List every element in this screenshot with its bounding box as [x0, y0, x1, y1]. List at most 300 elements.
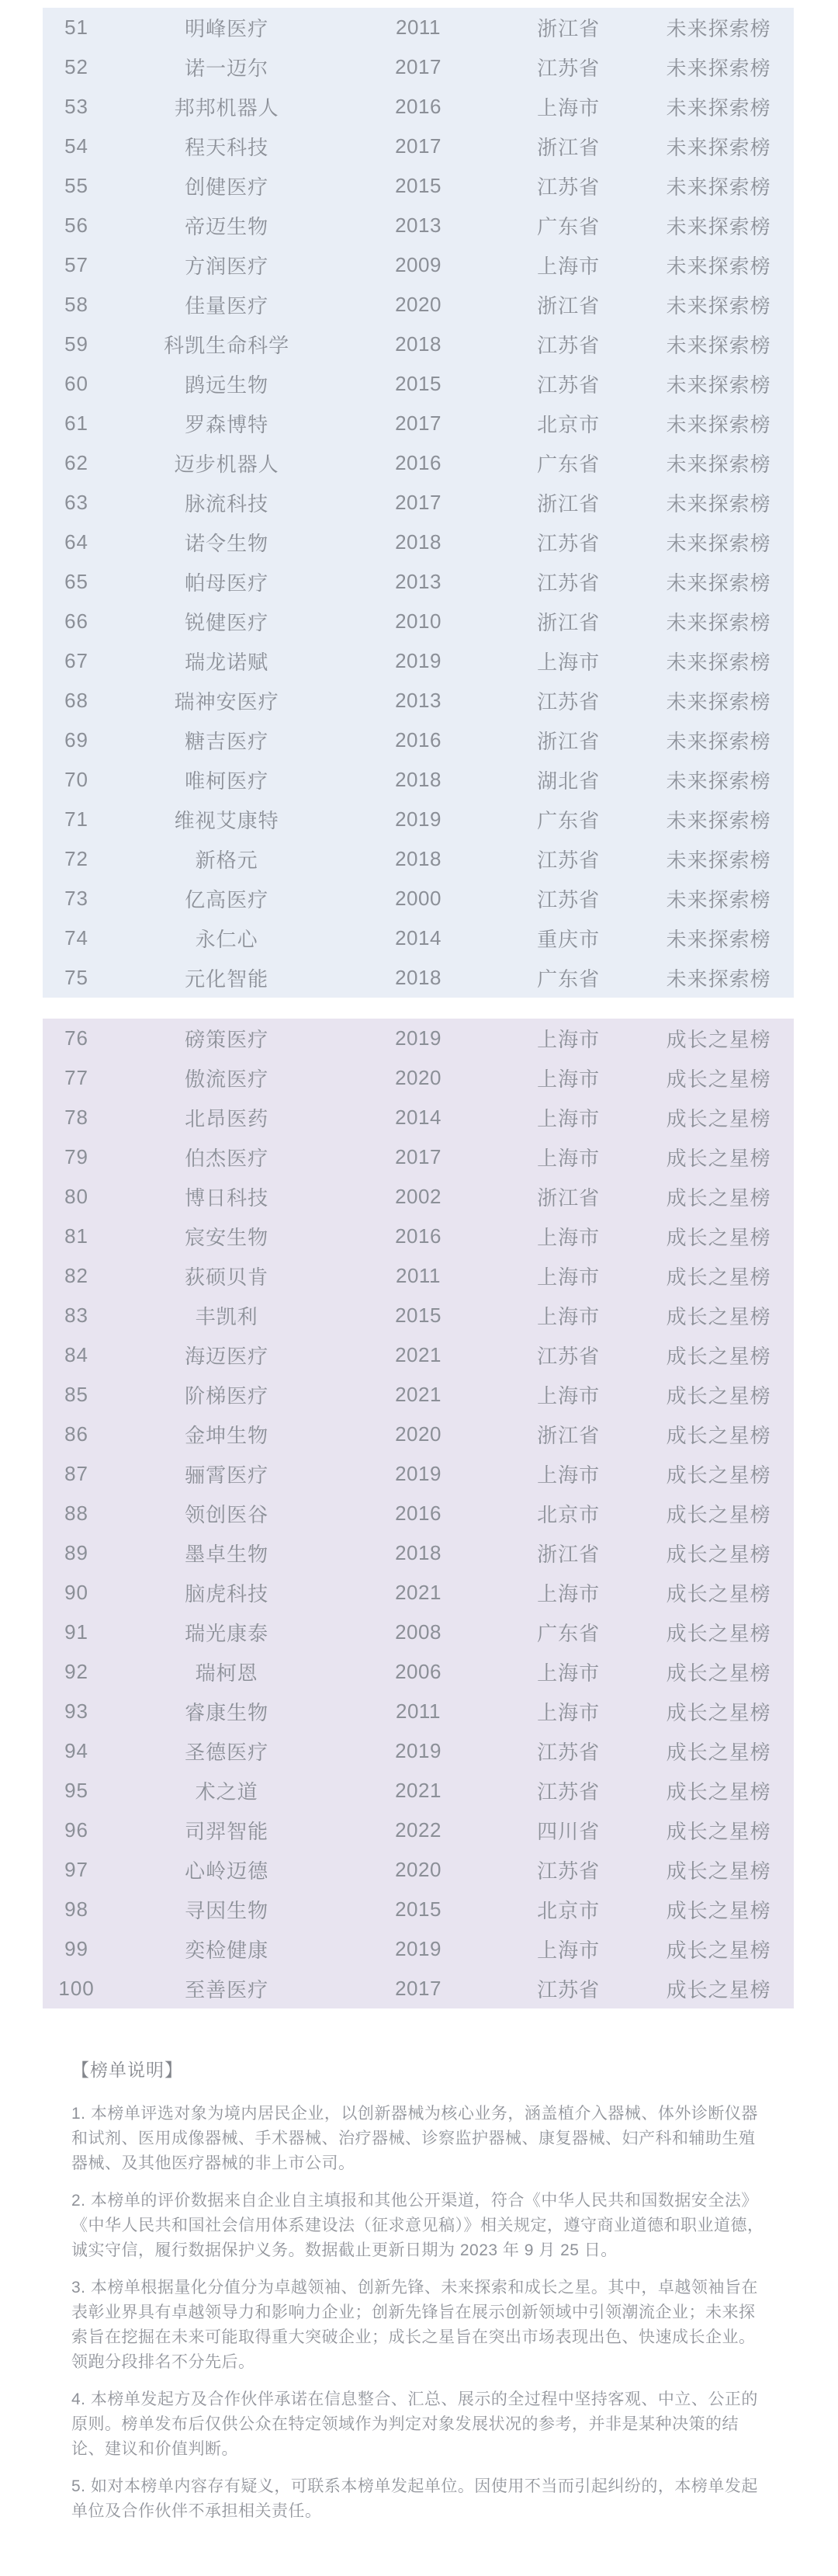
cell-province: 上海市	[537, 1068, 601, 1091]
cell-rank: 70	[64, 768, 89, 791]
cell-list: 未来探索榜	[666, 967, 771, 991]
cell-province: 上海市	[537, 1701, 601, 1724]
table-row	[43, 839, 794, 879]
cell-list: 未来探索榜	[666, 730, 771, 753]
cell-province: 广东省	[537, 1622, 601, 1645]
cell-list: 成长之星榜	[666, 1780, 771, 1804]
note-paragraph: 4. 本榜单发起方及合作伙伴承诺在信息整合、汇总、展示的全过程中坚持客观、中立、公正的原则。榜单发布后仅供公众在特定领域作为判定对象发展状况的参考，并非是某种决策的结论、建议和价值判断。	[71, 2390, 758, 2458]
cell-province: 上海市	[537, 1661, 601, 1685]
cell-rank: 73	[64, 887, 89, 910]
table-row	[43, 1652, 794, 1692]
cell-year: 2018	[395, 768, 442, 791]
cell-name: 脑虎科技	[185, 1582, 269, 1606]
table-row	[43, 87, 794, 127]
table-row	[43, 404, 794, 443]
cell-list: 未来探索榜	[666, 849, 771, 872]
cell-year: 2017	[395, 411, 442, 435]
table-row	[43, 364, 794, 404]
cell-province: 上海市	[537, 1582, 601, 1606]
cell-list: 未来探索榜	[666, 690, 771, 713]
cell-rank: 63	[64, 491, 89, 514]
cell-list: 成长之星榜	[666, 1107, 771, 1130]
cell-rank: 88	[64, 1502, 89, 1525]
cell-year: 2010	[395, 609, 442, 633]
cell-rank: 77	[64, 1066, 89, 1089]
cell-year: 2020	[395, 1422, 442, 1446]
cell-province: 上海市	[537, 1226, 601, 1249]
cell-rank: 79	[64, 1145, 89, 1168]
cell-name: 术之道	[195, 1780, 258, 1804]
cell-list: 成长之星榜	[666, 1345, 771, 1368]
cell-rank: 62	[64, 451, 89, 474]
cell-name: 领创医谷	[185, 1503, 269, 1526]
table-row	[43, 800, 794, 839]
table-row	[43, 1850, 794, 1890]
table-row	[43, 602, 794, 641]
cell-name: 方润医疗	[185, 255, 269, 278]
cell-list: 成长之星榜	[666, 1543, 771, 1566]
cell-year: 2018	[395, 847, 442, 870]
cell-rank: 90	[64, 1581, 89, 1604]
cell-year: 2019	[395, 649, 442, 672]
cell-province: 江苏省	[537, 690, 601, 713]
cell-name: 鹍远生物	[185, 373, 269, 397]
cell-name: 罗森博特	[185, 413, 269, 436]
table-row	[43, 1494, 794, 1533]
cell-list: 未来探索榜	[666, 413, 771, 436]
cell-list: 成长之星榜	[666, 1701, 771, 1724]
cell-name: 奕检健康	[185, 1939, 269, 1962]
cell-province: 广东省	[537, 809, 601, 832]
cell-year: 2011	[396, 16, 441, 39]
note-paragraph: 3. 本榜单根据量化分值分为卓越领袖、创新先锋、未来探索和成长之星。其中，卓越领袖旨在表彰业界具有卓越领导力和影响力企业；创新先锋旨在展示创新领域中引领潮流企业；未来探索旨在挖掘在未来可能取得重大突破企业；成长之星旨在突出市场表现出色、快速成长企业。领跑分段排名不分先后。	[71, 2279, 758, 2371]
cell-province: 江苏省	[537, 57, 601, 80]
cell-year: 2014	[395, 1106, 442, 1129]
cell-list: 未来探索榜	[666, 57, 771, 80]
cell-province: 浙江省	[537, 1424, 601, 1447]
cell-rank: 94	[64, 1739, 89, 1762]
cell-list: 成长之星榜	[666, 1463, 771, 1487]
table-row	[43, 641, 794, 681]
cell-name: 傲流医疗	[185, 1068, 269, 1091]
cell-rank: 56	[64, 214, 89, 237]
table-row	[43, 47, 794, 87]
table-row	[43, 681, 794, 720]
cell-list: 未来探索榜	[666, 928, 771, 951]
cell-rank: 92	[64, 1660, 89, 1683]
cell-list: 未来探索榜	[666, 373, 771, 397]
cell-name: 帕母医疗	[185, 571, 269, 595]
cell-rank: 68	[64, 689, 89, 712]
cell-rank: 100	[58, 1977, 95, 2000]
cell-year: 2002	[395, 1185, 442, 1208]
cell-year: 2013	[395, 689, 442, 712]
cell-year: 2018	[395, 332, 442, 356]
cell-name: 心岭迈德	[185, 1859, 269, 1883]
cell-list: 成长之星榜	[666, 1741, 771, 1764]
notes-section	[71, 2056, 770, 2536]
cell-list: 未来探索榜	[666, 769, 771, 793]
cell-name: 糖吉医疗	[185, 730, 269, 753]
cell-name: 程天科技	[185, 136, 269, 159]
cell-province: 江苏省	[537, 1978, 601, 2001]
cell-name: 宸安生物	[185, 1226, 269, 1249]
cell-year: 2019	[395, 807, 442, 831]
table-row	[43, 1177, 794, 1217]
cell-name: 明峰医疗	[185, 17, 269, 40]
cell-name: 帝迈生物	[185, 215, 269, 238]
cell-list: 未来探索榜	[666, 611, 771, 634]
cell-province: 上海市	[537, 1028, 601, 1051]
cell-rank: 75	[64, 966, 89, 989]
cell-name: 锐健医疗	[185, 611, 269, 634]
cell-year: 2015	[395, 1304, 442, 1327]
cell-province: 上海市	[537, 255, 601, 278]
cell-list: 成长之星榜	[666, 1186, 771, 1210]
cell-name: 元化智能	[185, 967, 269, 991]
table-row	[43, 443, 794, 483]
cell-rank: 91	[64, 1620, 89, 1644]
cell-province: 上海市	[537, 1463, 601, 1487]
cell-list: 未来探索榜	[666, 888, 771, 911]
table-row	[43, 1731, 794, 1771]
cell-list: 成长之星榜	[666, 1384, 771, 1408]
table-row	[43, 325, 794, 364]
cell-rank: 84	[64, 1343, 89, 1366]
table-row	[43, 1533, 794, 1573]
cell-year: 2014	[395, 926, 442, 950]
cell-list: 未来探索榜	[666, 532, 771, 555]
cell-name: 亿高医疗	[185, 888, 269, 911]
cell-name: 维视艾康特	[174, 809, 279, 832]
cell-rank: 86	[64, 1422, 89, 1446]
cell-list: 未来探索榜	[666, 492, 771, 516]
cell-list: 成长之星榜	[666, 1899, 771, 1922]
cell-rank: 52	[64, 55, 89, 78]
cell-rank: 69	[64, 728, 89, 752]
cell-rank: 57	[64, 253, 89, 276]
growth-star-section	[43, 1019, 794, 2008]
cell-province: 浙江省	[537, 17, 601, 40]
cell-list: 成长之星榜	[666, 1820, 771, 1843]
cell-year: 2009	[395, 253, 442, 276]
cell-rank: 65	[64, 570, 89, 593]
cell-name: 寻因生物	[185, 1899, 269, 1922]
cell-rank: 81	[64, 1224, 89, 1248]
cell-year: 2008	[395, 1620, 442, 1644]
cell-province: 江苏省	[537, 1780, 601, 1804]
cell-year: 2022	[395, 1818, 442, 1842]
cell-rank: 61	[64, 411, 89, 435]
cell-province: 江苏省	[537, 1345, 601, 1368]
table-row	[43, 1058, 794, 1098]
cell-list: 成长之星榜	[666, 1147, 771, 1170]
table-row	[43, 1098, 794, 1137]
cell-year: 2017	[395, 55, 442, 78]
cell-name: 佳量医疗	[185, 294, 269, 318]
cell-list: 成长之星榜	[666, 1859, 771, 1883]
cell-province: 上海市	[537, 1384, 601, 1408]
cell-rank: 60	[64, 372, 89, 395]
cell-rank: 85	[64, 1383, 89, 1406]
cell-rank: 80	[64, 1185, 89, 1208]
cell-rank: 58	[64, 293, 89, 316]
cell-year: 2016	[395, 95, 442, 118]
cell-year: 2018	[395, 1541, 442, 1564]
table-row	[43, 1217, 794, 1256]
cell-province: 江苏省	[537, 1741, 601, 1764]
cell-list: 未来探索榜	[666, 136, 771, 159]
cell-year: 2021	[395, 1581, 442, 1604]
cell-province: 湖北省	[537, 769, 601, 793]
cell-rank: 54	[64, 134, 89, 158]
table-row	[43, 1692, 794, 1731]
table-row	[43, 1019, 794, 1058]
cell-name: 诺令生物	[185, 532, 269, 555]
table-row	[43, 206, 794, 245]
cell-province: 重庆市	[537, 928, 601, 951]
table-row	[43, 918, 794, 958]
cell-year: 2016	[395, 451, 442, 474]
note-paragraph: 2. 本榜单的评价数据来自企业自主填报和其他公开渠道，符合《中华人民共和国数据安全法》《中华人民共和国社会信用体系建设法（征求意见稿）》相关规定，遵守商业道德和职业道德，诚实守信，履行数据保护义务。数据截止更新日期为 2023 年 9 月 25 日。	[71, 2192, 764, 2259]
notes-title: 【榜单说明】	[71, 2060, 183, 2080]
cell-province: 广东省	[537, 967, 601, 991]
cell-year: 2020	[395, 1858, 442, 1881]
cell-list: 未来探索榜	[666, 809, 771, 832]
cell-list: 未来探索榜	[666, 175, 771, 199]
cell-province: 江苏省	[537, 373, 601, 397]
cell-name: 博日科技	[185, 1186, 269, 1210]
table-row	[43, 1969, 794, 2008]
cell-rank: 95	[64, 1779, 89, 1802]
cell-name: 新格元	[195, 849, 258, 872]
cell-year: 2019	[395, 1462, 442, 1485]
note-paragraph: 5. 如对本榜单内容存有疑义，可联系本榜单发起单位。因使用不当而引起纠纷的，本榜单发起单位及合作伙伴不承担相关责任。	[71, 2477, 758, 2520]
cell-list: 未来探索榜	[666, 17, 771, 40]
note-paragraph: 1. 本榜单评选对象为境内居民企业，以创新器械为核心业务，涵盖植介入器械、体外诊断仪器和试剂、医用成像器械、手术器械、治疗器械、诊察监护器械、康复器械、妇产科和辅助生殖器械、及其他医疗器械的非上市公司。	[71, 2105, 758, 2172]
table-row	[43, 1375, 794, 1415]
cell-year: 2021	[395, 1779, 442, 1802]
cell-province: 上海市	[537, 1939, 601, 1962]
cell-rank: 67	[64, 649, 89, 672]
table-row	[43, 1137, 794, 1177]
cell-rank: 96	[64, 1818, 89, 1842]
cell-name: 科凯生命科学	[164, 334, 290, 357]
cell-name: 唯柯医疗	[185, 769, 269, 793]
cell-rank: 93	[64, 1699, 89, 1723]
table-row	[43, 1335, 794, 1375]
cell-name: 永仁心	[195, 928, 258, 951]
cell-list: 成长之星榜	[666, 1661, 771, 1685]
cell-name: 阶梯医疗	[185, 1384, 269, 1408]
cell-list: 成长之星榜	[666, 1582, 771, 1606]
cell-list: 成长之星榜	[666, 1305, 771, 1328]
cell-list: 成长之星榜	[666, 1939, 771, 1962]
cell-list: 成长之星榜	[666, 1028, 771, 1051]
cell-rank: 99	[64, 1937, 89, 1960]
table-row	[43, 1296, 794, 1335]
cell-rank: 87	[64, 1462, 89, 1485]
table-row	[43, 1890, 794, 1929]
table-row	[43, 958, 794, 998]
cell-rank: 51	[64, 16, 89, 39]
cell-list: 成长之星榜	[666, 1265, 771, 1289]
cell-year: 2006	[395, 1660, 442, 1683]
cell-name: 瑞柯恩	[195, 1661, 258, 1685]
cell-name: 海迈医疗	[185, 1345, 269, 1368]
cell-list: 未来探索榜	[666, 96, 771, 120]
cell-list: 成长之星榜	[666, 1424, 771, 1447]
cell-list: 成长之星榜	[666, 1068, 771, 1091]
cell-province: 江苏省	[537, 532, 601, 555]
cell-rank: 64	[64, 530, 89, 554]
cell-rank: 89	[64, 1541, 89, 1564]
cell-name: 诺一迈尔	[185, 57, 269, 80]
cell-year: 2016	[395, 1224, 442, 1248]
table-row	[43, 879, 794, 918]
table-row	[43, 8, 794, 47]
table-row	[43, 1573, 794, 1613]
cell-year: 2017	[395, 1977, 442, 2000]
cell-province: 浙江省	[537, 730, 601, 753]
cell-year: 2011	[396, 1699, 441, 1723]
cell-year: 2015	[395, 174, 442, 197]
cell-name: 脉流科技	[185, 492, 269, 516]
cell-province: 浙江省	[537, 1186, 601, 1210]
table-row	[43, 1771, 794, 1810]
cell-province: 江苏省	[537, 888, 601, 911]
cell-name: 伯杰医疗	[185, 1147, 269, 1170]
cell-province: 江苏省	[537, 849, 601, 872]
cell-year: 2017	[395, 491, 442, 514]
cell-name: 丰凯利	[195, 1305, 258, 1328]
table-row	[43, 1454, 794, 1494]
cell-rank: 98	[64, 1897, 89, 1921]
cell-province: 江苏省	[537, 1859, 601, 1883]
future-explorer-section	[43, 8, 794, 998]
cell-province: 广东省	[537, 215, 601, 238]
cell-name: 司羿智能	[185, 1820, 269, 1843]
cell-year: 2016	[395, 1502, 442, 1525]
cell-province: 浙江省	[537, 1543, 601, 1566]
cell-year: 2013	[395, 570, 442, 593]
cell-list: 未来探索榜	[666, 571, 771, 595]
cell-province: 北京市	[537, 1503, 601, 1526]
cell-list: 未来探索榜	[666, 453, 771, 476]
table-row	[43, 1810, 794, 1850]
table-row	[43, 127, 794, 166]
cell-list: 成长之星榜	[666, 1226, 771, 1249]
cell-province: 浙江省	[537, 492, 601, 516]
cell-province: 上海市	[537, 651, 601, 674]
cell-province: 江苏省	[537, 334, 601, 357]
cell-list: 未来探索榜	[666, 294, 771, 318]
cell-rank: 82	[64, 1264, 89, 1287]
notes-list	[71, 2102, 770, 2524]
cell-name: 睿康生物	[185, 1701, 269, 1724]
cell-list: 未来探索榜	[666, 651, 771, 674]
cell-year: 2000	[395, 887, 442, 910]
cell-rank: 66	[64, 609, 89, 633]
table-row	[43, 1929, 794, 1969]
cell-year: 2017	[395, 134, 442, 158]
cell-rank: 55	[64, 174, 89, 197]
cell-province: 上海市	[537, 1305, 601, 1328]
table-row	[43, 720, 794, 760]
cell-year: 2019	[395, 1739, 442, 1762]
cell-year: 2015	[395, 372, 442, 395]
cell-year: 2016	[395, 728, 442, 752]
cell-list: 成长之星榜	[666, 1622, 771, 1645]
cell-year: 2017	[395, 1145, 442, 1168]
cell-name: 创健医疗	[185, 175, 269, 199]
cell-name: 金坤生物	[185, 1424, 269, 1447]
cell-name: 磅策医疗	[185, 1028, 269, 1051]
cell-year: 2018	[395, 966, 442, 989]
cell-province: 浙江省	[537, 611, 601, 634]
cell-name: 瑞光康泰	[185, 1622, 269, 1645]
cell-list: 成长之星榜	[666, 1503, 771, 1526]
table-row	[43, 166, 794, 206]
cell-province: 上海市	[537, 1147, 601, 1170]
cell-year: 2019	[395, 1026, 442, 1050]
cell-year: 2013	[395, 214, 442, 237]
table-row	[43, 522, 794, 562]
table-row	[43, 1613, 794, 1652]
cell-rank: 76	[64, 1026, 89, 1050]
cell-province: 浙江省	[537, 136, 601, 159]
cell-rank: 72	[64, 847, 89, 870]
cell-rank: 97	[64, 1858, 89, 1881]
cell-year: 2015	[395, 1897, 442, 1921]
cell-year: 2019	[395, 1937, 442, 1960]
cell-name: 邦邦机器人	[174, 96, 279, 120]
table-row	[43, 1256, 794, 1296]
cell-year: 2020	[395, 293, 442, 316]
cell-province: 浙江省	[537, 294, 601, 318]
table-row	[43, 1415, 794, 1454]
cell-name: 圣德医疗	[185, 1741, 269, 1764]
cell-name: 迈步机器人	[174, 453, 279, 476]
cell-province: 上海市	[537, 1107, 601, 1130]
cell-year: 2011	[396, 1264, 441, 1287]
cell-list: 成长之星榜	[666, 1978, 771, 2001]
cell-province: 四川省	[537, 1820, 601, 1843]
cell-name: 墨卓生物	[185, 1543, 269, 1566]
cell-province: 江苏省	[537, 175, 601, 199]
cell-rank: 78	[64, 1106, 89, 1129]
table-row	[43, 285, 794, 325]
cell-list: 未来探索榜	[666, 255, 771, 278]
cell-name: 北昂医药	[185, 1107, 269, 1130]
table-row	[43, 760, 794, 800]
cell-year: 2020	[395, 1066, 442, 1089]
cell-province: 江苏省	[537, 571, 601, 595]
cell-province: 上海市	[537, 96, 601, 120]
cell-name: 瑞神安医疗	[174, 690, 279, 713]
table-row	[43, 483, 794, 522]
table-row	[43, 245, 794, 285]
cell-name: 骊霄医疗	[185, 1463, 269, 1487]
cell-province: 北京市	[537, 413, 601, 436]
cell-name: 至善医疗	[185, 1978, 269, 2001]
cell-year: 2018	[395, 530, 442, 554]
cell-province: 北京市	[537, 1899, 601, 1922]
cell-rank: 59	[64, 332, 89, 356]
cell-province: 上海市	[537, 1265, 601, 1289]
cell-rank: 71	[64, 807, 89, 831]
cell-list: 未来探索榜	[666, 334, 771, 357]
